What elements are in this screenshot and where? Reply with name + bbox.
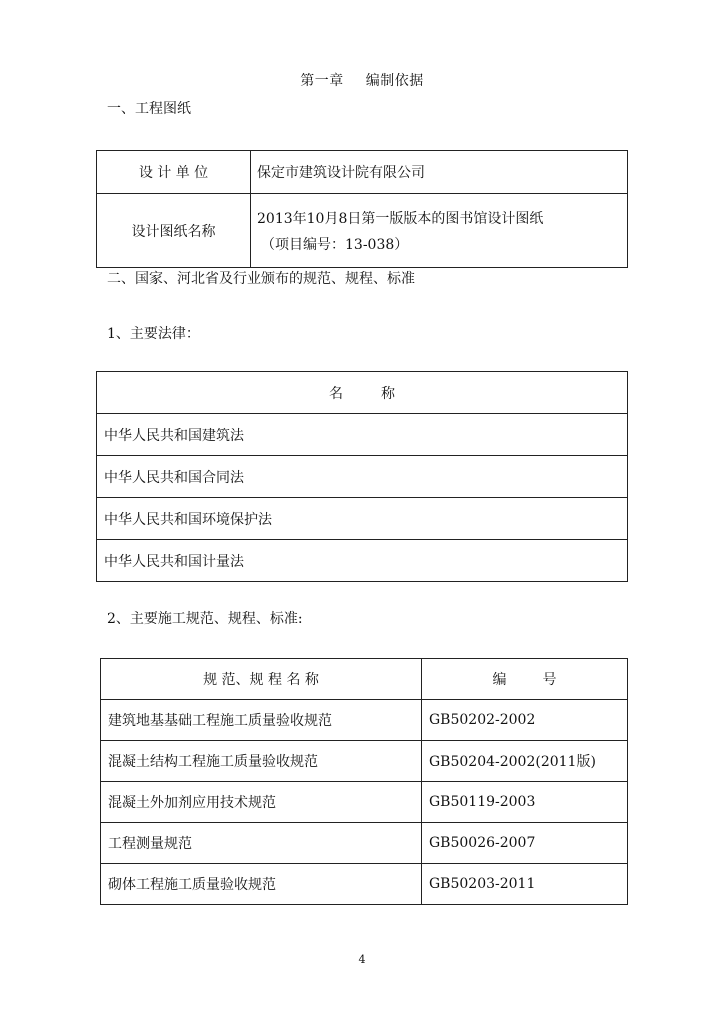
drawing-name-label: 设计图纸名称 <box>97 194 251 268</box>
table-row <box>101 700 628 741</box>
code-name: 工程测量规范 <box>101 823 422 864</box>
law-name: 中华人民共和国环境保护法 <box>97 498 628 540</box>
page-number: 4 <box>358 953 366 966</box>
codes-header-name: 规 范、规 程 名 称 <box>101 659 422 700</box>
design-unit-label: 设 计 单 位 <box>97 151 251 194</box>
codes-header-code-part1: 编 <box>492 672 507 688</box>
table-header-row <box>97 372 628 414</box>
codes-table <box>100 658 628 905</box>
drawing-name-line2: （项目编号：13-038） <box>261 236 409 253</box>
laws-header-part1: 名 <box>329 385 343 402</box>
design-unit-value: 保定市建筑设计院有限公司 <box>251 151 628 194</box>
code-number: GB50202-2002 <box>422 700 628 741</box>
section-heading-standards: 二、国家、河北省及行业颁布的规范、规程、标准 <box>107 271 415 287</box>
law-name: 中华人民共和国合同法 <box>97 456 628 498</box>
table-row <box>97 540 628 582</box>
drawings-table <box>96 150 628 268</box>
drawing-name-line1: 2013年10月8日第一版版本的图书馆设计图纸 <box>257 210 544 227</box>
code-name: 混凝土外加剂应用技术规范 <box>101 782 422 823</box>
code-name: 砌体工程施工质量验收规范 <box>101 864 422 905</box>
table-row <box>97 151 628 194</box>
code-number: GB50204-2002(2011版) <box>422 741 628 782</box>
codes-header-code <box>422 659 628 700</box>
code-number: GB50119-2003 <box>422 782 628 823</box>
code-number: GB50203-2011 <box>422 864 628 905</box>
table-row <box>97 498 628 540</box>
table-row <box>101 782 628 823</box>
chapter-title <box>0 70 724 90</box>
table-row <box>97 194 628 268</box>
table-row <box>101 823 628 864</box>
drawing-name-cell <box>251 194 628 268</box>
table-row <box>101 741 628 782</box>
law-name: 中华人民共和国计量法 <box>97 540 628 582</box>
code-number: GB50026-2007 <box>422 823 628 864</box>
chapter-name: 编制依据 <box>365 73 424 89</box>
code-name: 建筑地基基础工程施工质量验收规范 <box>101 700 422 741</box>
table-header-row <box>101 659 628 700</box>
laws-header-part2: 称 <box>381 385 395 402</box>
code-name: 混凝土结构工程施工质量验收规范 <box>101 741 422 782</box>
laws-table <box>96 371 628 582</box>
laws-header-cell <box>97 372 628 414</box>
law-name: 中华人民共和国建筑法 <box>97 414 628 456</box>
table-row <box>97 456 628 498</box>
subsection-heading-laws: 1、主要法律： <box>107 326 200 342</box>
codes-header-code-part2: 号 <box>542 672 557 688</box>
table-row <box>101 864 628 905</box>
subsection-heading-codes: 2、主要施工规范、规程、标准: <box>107 611 303 627</box>
table-row <box>97 414 628 456</box>
section-heading-drawings: 一、工程图纸 <box>107 101 191 117</box>
chapter-number: 第一章 <box>300 73 344 89</box>
